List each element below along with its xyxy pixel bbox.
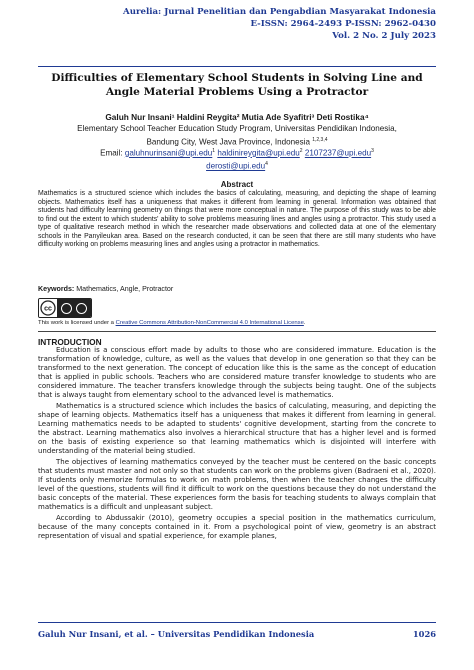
header-divider — [38, 66, 436, 67]
email-label: Email: — [100, 148, 123, 158]
keywords-line — [38, 285, 436, 293]
cc-logo-icon — [39, 299, 57, 317]
footer-divider — [38, 622, 436, 623]
license-prefix: This work is licensed under a — [38, 320, 116, 326]
email-mark-3: 3 — [371, 148, 374, 154]
body-paragraph: The objectives of learning mathematics conveyed by the teacher must be centered on the basic concepts that students must master and not only so that students can work on the problems given (Badraeni et al., 2020). If students only memorize formulas to work on math problems, then when the teacher changes the difficulty level of the questions, students will find it difficult to work on the questions because they do not understand the basic concepts of the material. These experiences form the basis for teaching students to always complain that mathematics is a difficult and unpleasant subject. — [38, 457, 436, 512]
article-title: Difficulties of Elementary School Students in Solving Line and Angle Material Problems Using a Protractor — [51, 72, 423, 98]
section-heading-introduction: INTRODUCTION — [38, 337, 102, 347]
author-list: Galuh Nur Insani¹ Haldini Reygita² Mutia Ade Syafitri³ Deti Rostika⁴ — [105, 112, 369, 122]
affiliation-line-1: Elementary School Teacher Education Study Program, Universitas Pendidikan Indonesia, — [77, 124, 397, 133]
attribution-icon — [61, 303, 72, 314]
abstract-heading: Abstract — [220, 180, 254, 189]
cc-logo-text: cc — [44, 305, 52, 313]
body-paragraph: According to Abdussakir (2010), geometry occupies a special position in the mathematics curriculum, because of the many concepts contained in it. From a psychological point of view, geometry is an abstract representation of visual and spatial experience, for example planes, — [38, 513, 436, 540]
affiliation — [38, 124, 436, 148]
license-link[interactable]: Creative Commons Attribution-NonCommercial 4.0 International License — [115, 320, 304, 326]
body-paragraph: Education is a conscious effort made by adults to those who are considered immature. Education is the transformation of knowledge, culture, as well as the values that develop in one generation so that they can be transformed to the next generation. The concept of education like this is the same as the concept of education that is applied in public schools. Teachers who are considered mature transfer knowledge to students who are considered immature. The teacher transfers knowledge through the subjects being taught. One of the subjects that is always taught from elementary school to the advanced level is mathematics. — [38, 346, 436, 400]
journal-issn: E-ISSN: 2964-2493 P-ISSN: 2962-0430 — [250, 19, 436, 29]
affiliation-marks: 1,2,3,4 — [312, 136, 328, 143]
email-block — [38, 146, 436, 172]
license-statement: This work is licensed under a Creative Commons Attribution-NonCommercial 4.0 International License. — [38, 320, 306, 326]
email-link-3[interactable]: 2107237@upi.edu — [304, 148, 372, 158]
journal-name: Aurelia: Jurnal Penelitian dan Pengabdian Masyarakat Indonesia — [123, 7, 436, 17]
journal-volume: Vol. 2 No. 2 July 2023 — [332, 31, 436, 41]
introduction-body — [38, 346, 436, 542]
email-link-4[interactable]: derosti@upi.edu — [206, 161, 266, 171]
affiliation-line-2: Bandung City, West Java Province, Indonesia — [146, 137, 310, 147]
page-number: 1026 — [412, 629, 436, 639]
email-mark-4: 4 — [265, 161, 268, 168]
keywords-value: Mathematics, Angle, Protractor — [76, 285, 174, 293]
email-link-1[interactable]: galuhnurinsani@upi.edu — [124, 148, 213, 158]
cc-condition-icons — [57, 299, 91, 317]
abstract-text: Mathematics is a structured science which includes the basics of calculating, measuring, and depicting the shape of learning objects. Mathematics itself has a uniqueness that makes it different from learning in general. Information was obtained that students had difficulty learning geometry on things that were more conceptual in nature. The purpose of this study was to be able to find out the extent to which students' ability to solve problems measuring lines and angles using a protractor. This study used a type of qualitative research method in which the researcher made observations and collected data at one of the elementary schools in the Panyileukan area. Based on the research conducted, it can be seen that there are still many students who have difficulty working on problems measuring lines and angles using a protractor in mathematics. — [38, 190, 436, 249]
email-mark-1: 1 — [212, 148, 216, 154]
email-mark-2: 2 — [299, 148, 303, 154]
keywords-label: Keywords: — [38, 285, 75, 293]
cc-license-badge[interactable] — [38, 298, 92, 318]
abstract-divider — [38, 331, 436, 332]
footer-authors: Galuh Nur Insani, et al. – Universitas Pendidikan Indonesia — [38, 629, 315, 639]
journal-header — [123, 6, 436, 42]
body-paragraph: Mathematics is a structured science which includes the basics of calculating, measuring, and depicting the shape of learning objects. Mathematics itself has a uniqueness that makes it different from learning in general. Learning mathematics needs to be adapted to students' cognitive development, starting from the concrete to the abstract. Learning mathematics also involves a hierarchical structure that has a higher level and is formed on the basis of existing experience so that learning mathematics which is disjointed will interfere with understanding of the material being studied. — [38, 401, 436, 456]
noncommercial-icon — [76, 303, 87, 314]
email-link-2[interactable]: haldinireygita@upi.edu — [217, 148, 300, 158]
